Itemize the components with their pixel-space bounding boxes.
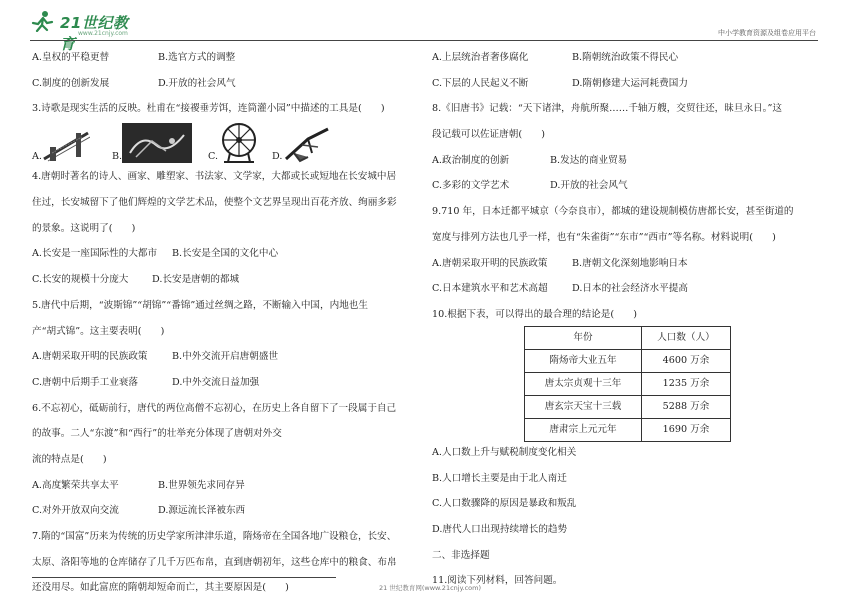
q5-option-c: C.唐朝中后期手工业衰落 [32,376,138,388]
q7-line-2: 太原、洛阳等地的仓库储存了几千万匹布帛，直到唐朝初年，这些仓库中的粮食、布帛 [32,556,397,568]
site-logo [30,10,135,53]
q6-line-2: 的故事。二人“东渡”和“西行”的壮举充分体现了唐朝对外交 [32,428,282,440]
q7-line-1: 7.隋的“国富”历来为传统的历史学家所津津乐道，隋炀帝在全国各地广设粮仓，长安、 [32,531,397,542]
q7-option-b: B.隋朝统治政策不得民心 [572,52,679,63]
q6-option-d: D.源远流长泽被东西 [158,505,246,517]
q3-label-d: D. [272,151,283,163]
quyuan-plough-icon [282,123,332,163]
q3-label-c: C. [208,151,219,163]
table-cell-population: 1235 万余 [642,372,731,395]
q9-options-row-2 [432,281,827,297]
q8-line-1: 8.《旧唐书》记载：“天下诸津，舟航所聚……千轴万艘，交贸往还，昧旦永日。”这 [432,103,782,115]
q8-option-b: B.发达的商业贸易 [550,154,628,166]
q6-option-c: C.对外开放双向交流 [32,505,119,517]
footer-divider [32,577,336,578]
q8-line-2: 段记载可以佐证唐朝( ) [432,129,546,141]
q9-option-a: A.唐朝采取开明的民族政策 [432,257,548,269]
q9-option-c: C.日本建筑水平和艺术高超 [432,283,548,295]
q4-line-1: 4.唐朝时著名的诗人、画家、雕塑家、书法家、文学家，大都或长或短地在长安城中居 [32,171,397,183]
page-footer: 21 世纪教育网(www.21cnjy.com) [379,584,481,592]
q10-stem: 10.根据下表，可以得出的最合理的结论是( ) [432,308,638,320]
tongche-wheel-icon [218,121,260,163]
q4-options-row-2 [32,272,417,288]
q4-option-b: B.长安是全国的文化中心 [172,248,279,260]
q9-line-1: 9.710 年，日本迁都平城京（今奈良市），都城的建设规制模仿唐都长安，甚至街道的 [432,206,794,218]
left-column [32,50,417,596]
q6-option-b: B.世界领先求同存异 [158,479,245,491]
q6-options-row-2 [32,503,417,519]
q5-line-2: 产“胡式锦”。这主要表明( ) [32,325,165,337]
header-platform-text: 中小学教育资源及组卷应用平台 [718,29,816,37]
q10-option-a: A.人口数上升与赋税制度变化相关 [432,446,577,458]
q7-options-row-2 [432,76,827,92]
q2-options-row-1 [32,50,417,66]
q4-line-2: 住过，长安城留下了他们辉煌的文学艺术品，使整个文艺界呈现出百花齐放、绚丽多彩 [32,197,397,209]
q8-option-a: A.政治制度的创新 [432,154,510,166]
q7-line-3: 还没用尽。如此富庶的隋朝却短命而亡，其主要原因是( ) [32,582,289,594]
q8-options-row-2 [432,178,827,194]
q6-line-3: 流的特点是( ) [32,453,107,465]
q8-options-row-1 [432,153,827,169]
table-cell-population: 5288 万余 [642,395,731,418]
runner-logo-icon [30,10,56,32]
header-divider [30,40,818,41]
q2-option-d: D.开放的社会风气 [158,77,236,89]
q10-option-c: C.人口数骤降的原因是暴政和叛乱 [432,498,577,510]
q4-line-3: 的景象。这说明了( ) [32,222,136,234]
table-cell-year: 唐肃宗上元元年 [525,418,642,441]
table-header-row [525,326,731,349]
q8-option-d: D.开放的社会风气 [550,180,628,192]
q4-options-row-1 [32,246,417,262]
table-cell-year: 唐玄宗天宝十三载 [525,395,642,418]
q5-options-row-2 [32,375,417,391]
population-table [524,326,731,442]
table-cell-year: 隋炀帝大业五年 [525,349,642,372]
table-row [525,418,731,441]
q7-option-d: D.隋朝修建大运河耗费国力 [572,77,688,89]
q3-label-b: B. [112,151,123,163]
table-cell-population: 4600 万余 [642,349,731,372]
q6-options-row-1 [32,478,417,494]
q2-option-c: C.制度的创新发展 [32,77,110,89]
q3-images [32,121,417,165]
q8-option-c: C.多彩的文学艺术 [432,180,510,192]
table-row [525,349,731,372]
logo-text: 21世纪教育 [60,14,129,53]
right-column [432,50,827,589]
logo-url: www.21cnjy.com [78,30,128,37]
q5-option-d: D.中外交流日益加强 [172,376,260,388]
table-cell-population: 1690 万余 [642,418,731,441]
q9-option-b: B.唐朝文化深刻地影响日本 [572,257,688,269]
table-row [525,372,731,395]
q5-line-1: 5.唐代中后期，“波斯锦”“胡锦”“番锦”通过丝绸之路，不断输入中国，内地也生 [32,299,368,311]
q5-option-a: A.唐朝采取开明的民族政策 [32,351,148,363]
page-header [0,0,860,53]
q3-stem: 3.诗歌是现实生活的反映。杜甫在“接禝垂芳饵，连筒灌小园”中描述的工具是( ) [32,103,385,115]
q10-option-d: D.唐代人口出现持续增长的趋势 [432,523,568,535]
waterwheel-tool-icon [42,123,90,163]
q10-option-b: B.人口增长主要是由于北人南迁 [432,472,567,484]
q9-options-row-1 [432,256,827,272]
table-cell-year: 唐太宗贞观十三年 [525,372,642,395]
q7-options-row-1 [432,50,827,66]
section-2-heading: 二、非选择题 [432,549,490,561]
q2-option-b: B.选官方式的调整 [158,52,236,63]
q5-options-row-1 [32,349,417,365]
q7-option-c: C.下层的人民起义不断 [432,77,529,89]
q3-label-a: A. [32,151,42,163]
q7-option-a: A.上层统治者奢侈腐化 [432,52,529,63]
q4-option-d: D.长安是唐朝的都城 [152,274,240,286]
plough-photo-icon [122,123,192,163]
q9-option-d: D.日本的社会经济水平提高 [572,283,688,295]
table-header-population: 人口数（人） [642,326,731,349]
table-row [525,395,731,418]
q2-options-row-2 [32,76,417,92]
table-header-year: 年份 [525,326,642,349]
q6-option-a: A.高度繁荣共享太平 [32,479,119,491]
q4-option-a: A.长安是一座国际性的大都市 [32,248,158,260]
q5-option-b: B.中外交流开启唐朝盛世 [172,351,279,363]
q4-option-c: C.长安的规模十分庞大 [32,274,129,286]
q2-option-a: A.皇权的平稳更替 [32,52,110,63]
q11-stem: 11.阅读下列材料，回答问题。 [432,575,563,587]
q9-line-2: 宽度与排列方法也几乎一样，也有“朱雀街”“东市”“西市”等名称。材料说明( ) [432,231,776,243]
q6-line-1: 6.不忘初心，砥砺前行，唐代的两位高僧不忘初心，在历史上各自留下了一段属于自己 [32,402,397,414]
